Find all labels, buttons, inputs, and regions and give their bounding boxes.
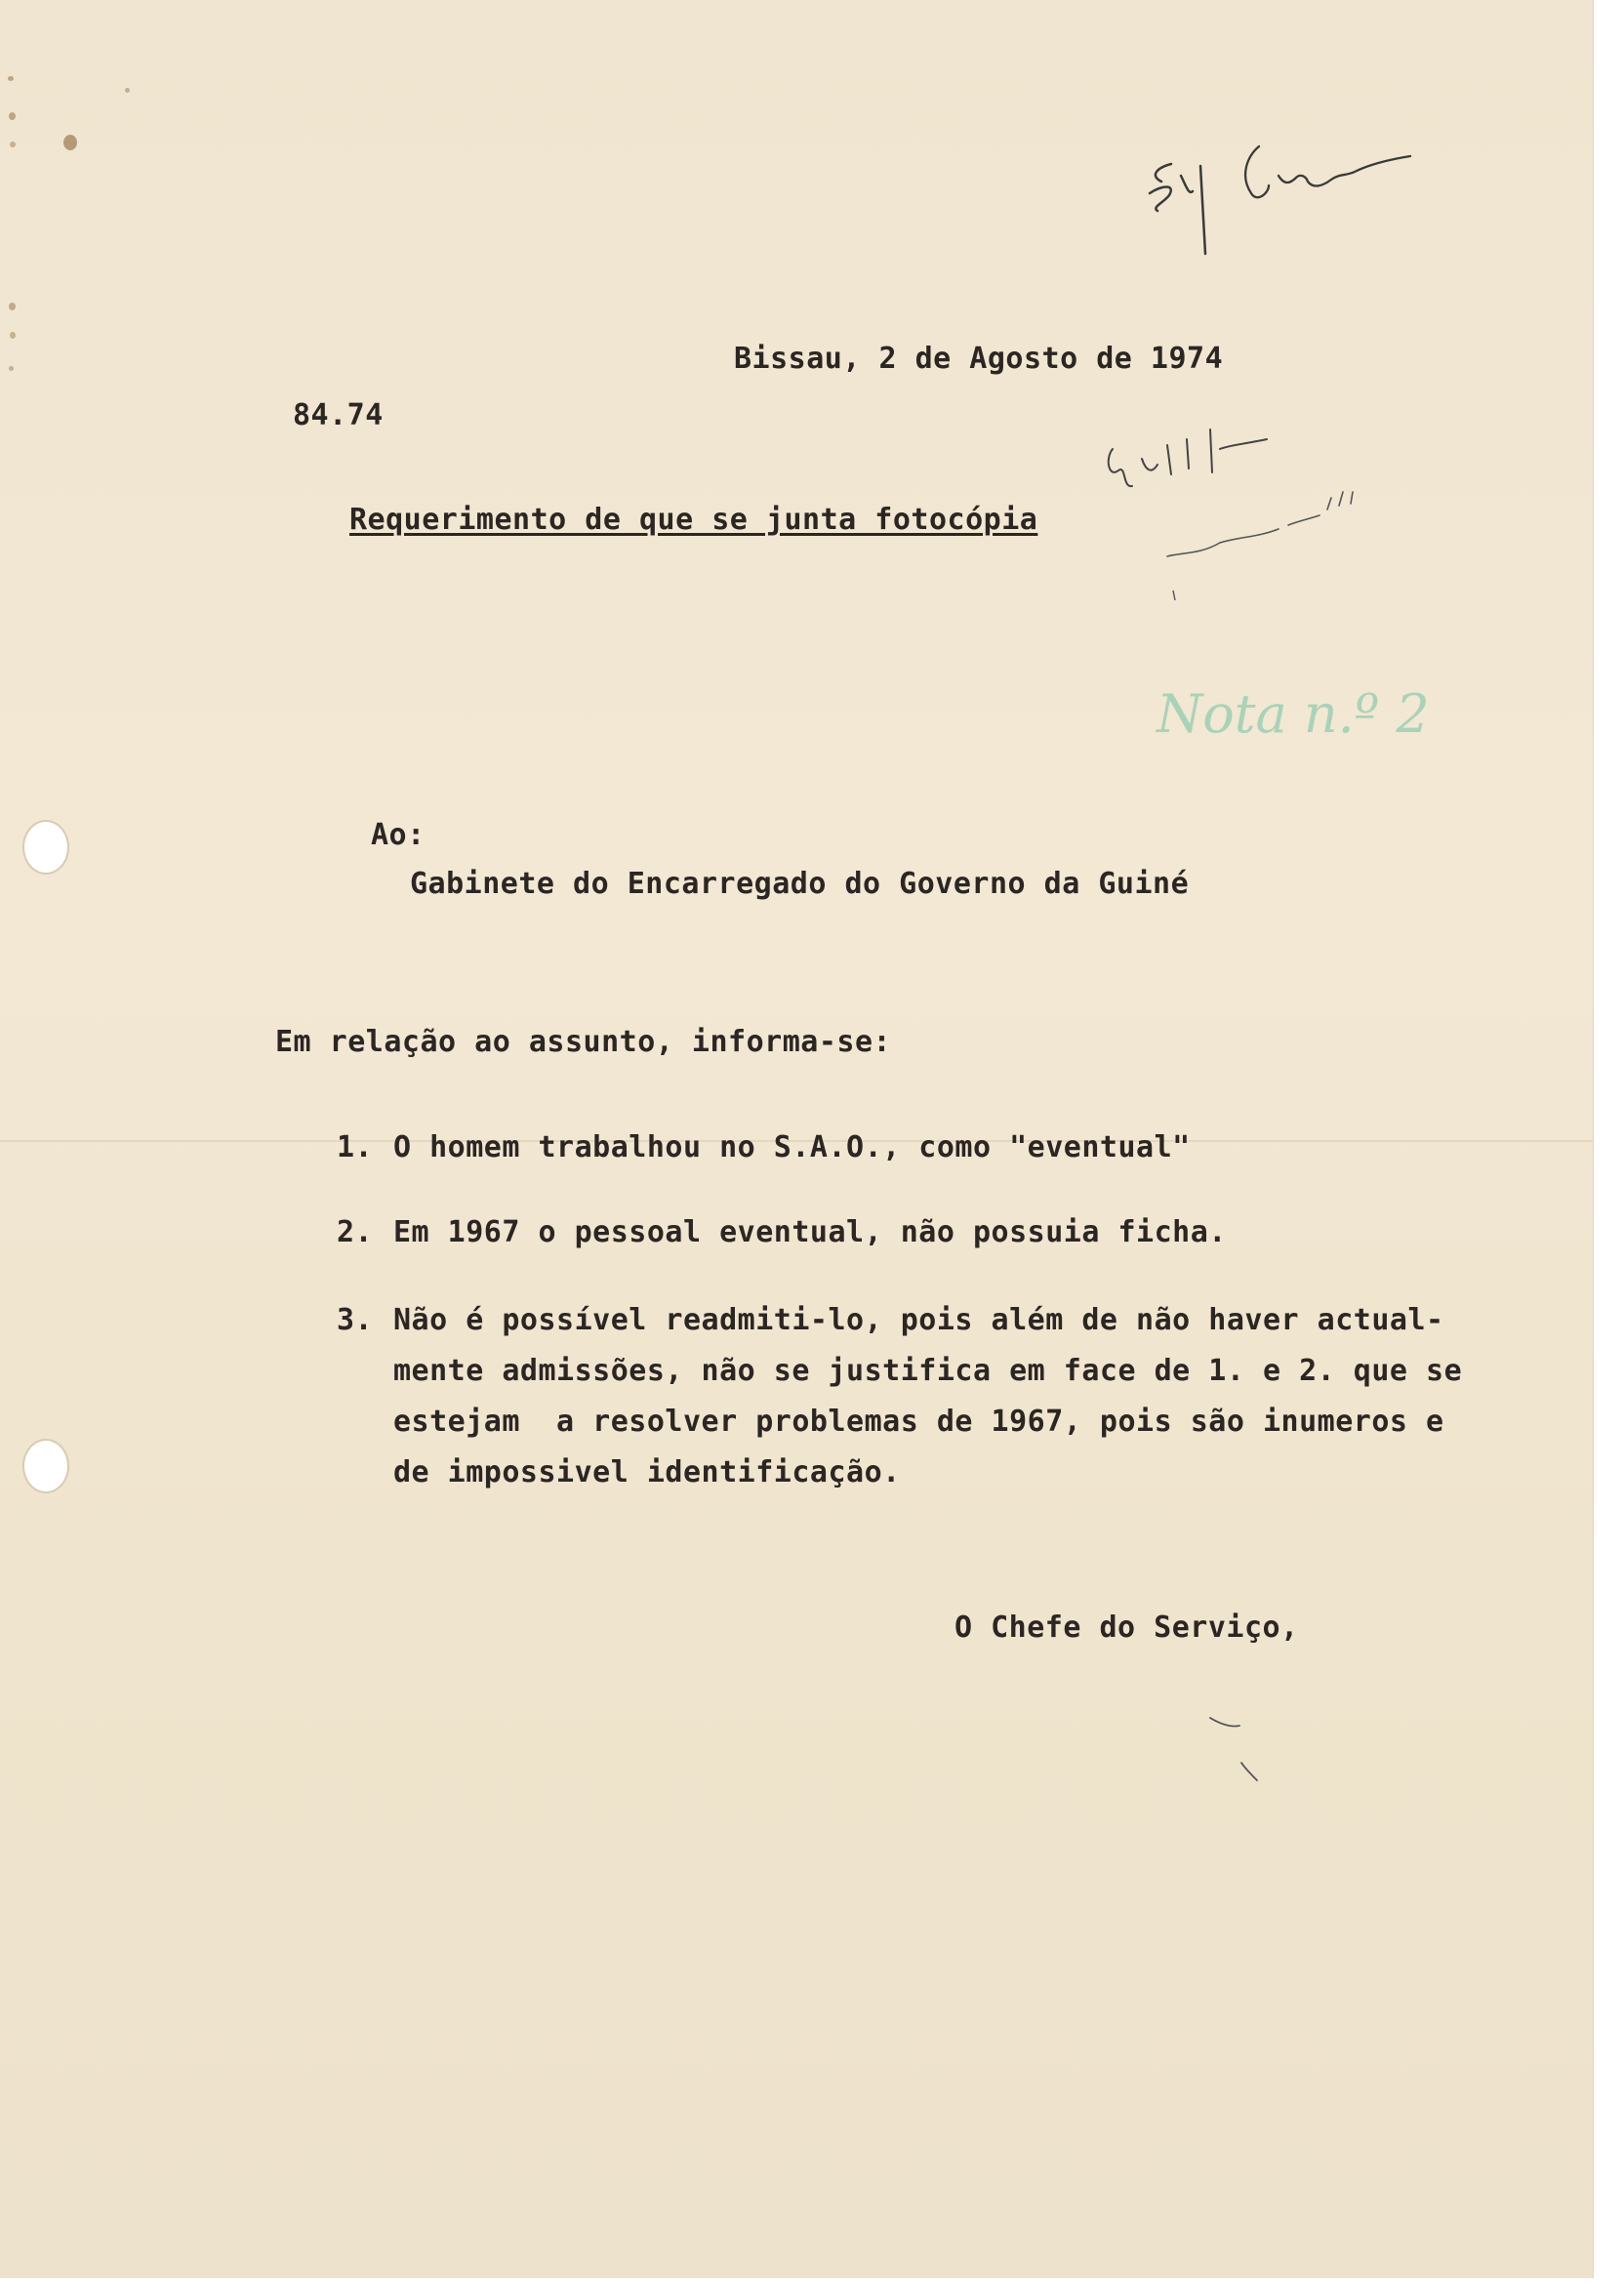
intro-line: Em relação ao assunto, informa-se: [275,1025,892,1059]
punch-hole-bottom [22,1439,69,1493]
signature-mark [1200,1708,1269,1786]
handwritten-scribble-right [1093,410,1415,605]
handwritten-signature-top [1132,117,1474,273]
item-text: O homem trabalhou no S.A.O., como "eventual" [393,1130,1191,1164]
reference-number: 84.74 [293,398,384,432]
item-number: 3. [337,1303,374,1337]
item-text: Em 1967 o pessoal eventual, não possuia ficha. [393,1215,1227,1249]
item-number: 1. [337,1130,374,1164]
stain-spot [63,135,77,150]
stain-spot [8,76,14,81]
stain-spot [9,366,14,371]
signature-line: O Chefe do Serviço, [954,1611,1299,1645]
stain-spot [10,332,16,339]
stain-spot [125,88,130,93]
item-text: Não é possível readmiti-lo, pois além de não haver actual- [393,1303,1444,1337]
item-text: estejam a resolver problemas de 1967, pois são inumeros e [393,1405,1444,1439]
handwritten-note: Nota n.º 2 [1157,683,1430,745]
recipient-name: Gabinete do Encarregado do Governo da Guiné [410,867,1190,901]
stain-spot [9,112,16,120]
place-date: Bissau, 2 de Agosto de 1974 [734,342,1224,376]
subject-heading: Requerimento de que se junta fotocópia [349,503,1038,537]
stain-spot [9,303,16,310]
punch-hole-top [22,820,69,875]
item-text: de impossivel identificação. [393,1455,901,1489]
stain-spot [10,142,16,147]
item-number: 2. [337,1215,374,1249]
item-text: mente admissões, não se justifica em face de 1. e 2. que se [393,1354,1463,1388]
recipient-label: Ao: [371,818,426,852]
